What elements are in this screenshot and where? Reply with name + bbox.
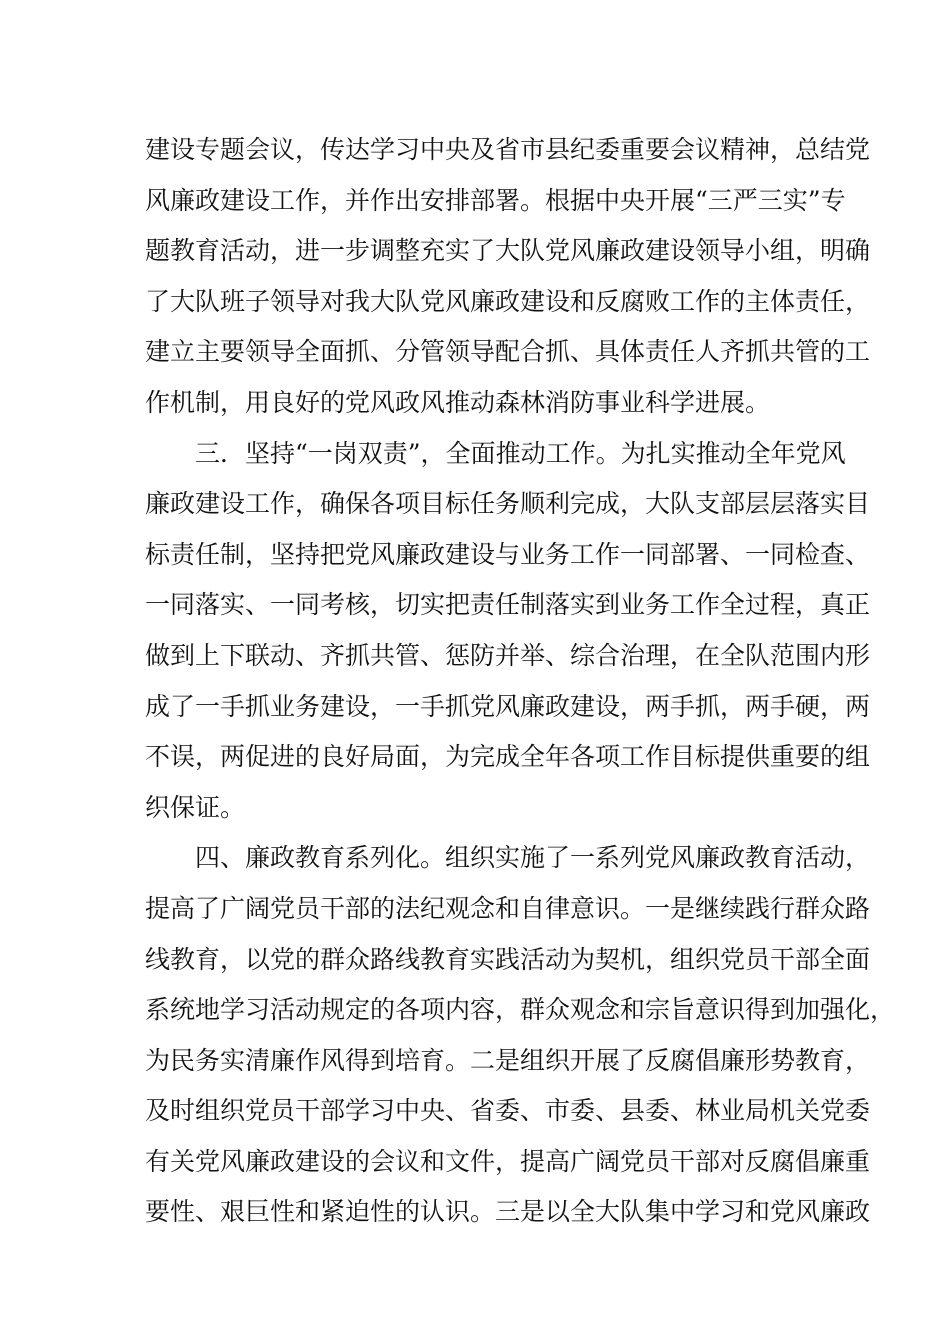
text-line: 不误，两促进的良好局面，为完成全年各项工作目标提供重要的组 (145, 742, 871, 772)
text-line: 了大队班子领导对我大队党风廉政建设和反腐败工作的主体责任， (145, 286, 871, 316)
text-line: 织保证。 (145, 792, 246, 822)
text-line: 题教育活动，进一步调整充实了大队党风廉政建设领导小组，明确 (145, 236, 871, 266)
text-line: 线教育，以党的群众路线教育实践活动为契机，组织党员干部全面 (145, 944, 871, 974)
text-line: 标责任制，坚持把党风廉政建设与业务工作一同部署、一同检查、 (145, 539, 871, 569)
text-line: 作机制，用良好的党风政风推动森林消防事业科学进展。 (145, 387, 771, 417)
text-line: 有关党风廉政建设的会议和文件，提高广阔党员干部对反腐倡廉重 (145, 1146, 871, 1176)
text-line: 风廉政建设工作，并作出安排部署。根据中央开展“三严三实”专 (145, 185, 846, 215)
text-line: 提高了广阔党员干部的法纪观念和自律意识。一是继续践行群众路 (145, 893, 871, 923)
text-line: 系统地学习活动规定的各项内容，群众观念和宗旨意识得到加强化， (145, 995, 896, 1025)
paragraph-heading-line: 三．坚持“一岗双责”，全面推动工作。为扎实推动全年党风 (195, 438, 846, 468)
text-line: 做到上下联动、齐抓共管、惩防并举、综合治理，在全队范围内形 (145, 640, 871, 670)
text-line: 为民务实清廉作风得到培育。二是组织开展了反腐倡廉形势教育， (145, 1045, 871, 1075)
text-line: 建设专题会议，传达学习中央及省市县纪委重要会议精神，总结党 (145, 135, 871, 164)
text-line: 一同落实、一同考核，切实把责任制落实到业务工作全过程，真正 (145, 590, 871, 620)
text-line: 建立主要领导全面抓、分管领导配合抓、具体责任人齐抓共管的工 (145, 337, 871, 367)
text-line: 成了一手抓业务建设，一手抓党风廉政建设，两手抓，两手硬，两 (145, 691, 871, 721)
text-line: 廉政建设工作，确保各项目标任务顺利完成，大队支部层层落实目 (145, 489, 871, 519)
text-line: 及时组织党员干部学习中央、省委、市委、县委、林业局机关党委 (145, 1096, 871, 1126)
text-line: 要性、艰巨性和紧迫性的认识。三是以全大队集中学习和党风廉政 (145, 1197, 871, 1227)
paragraph-heading-line: 四、廉政教育系列化。组织实施了一系列党风廉政教育活动， (195, 843, 871, 873)
document-body (145, 125, 896, 1238)
